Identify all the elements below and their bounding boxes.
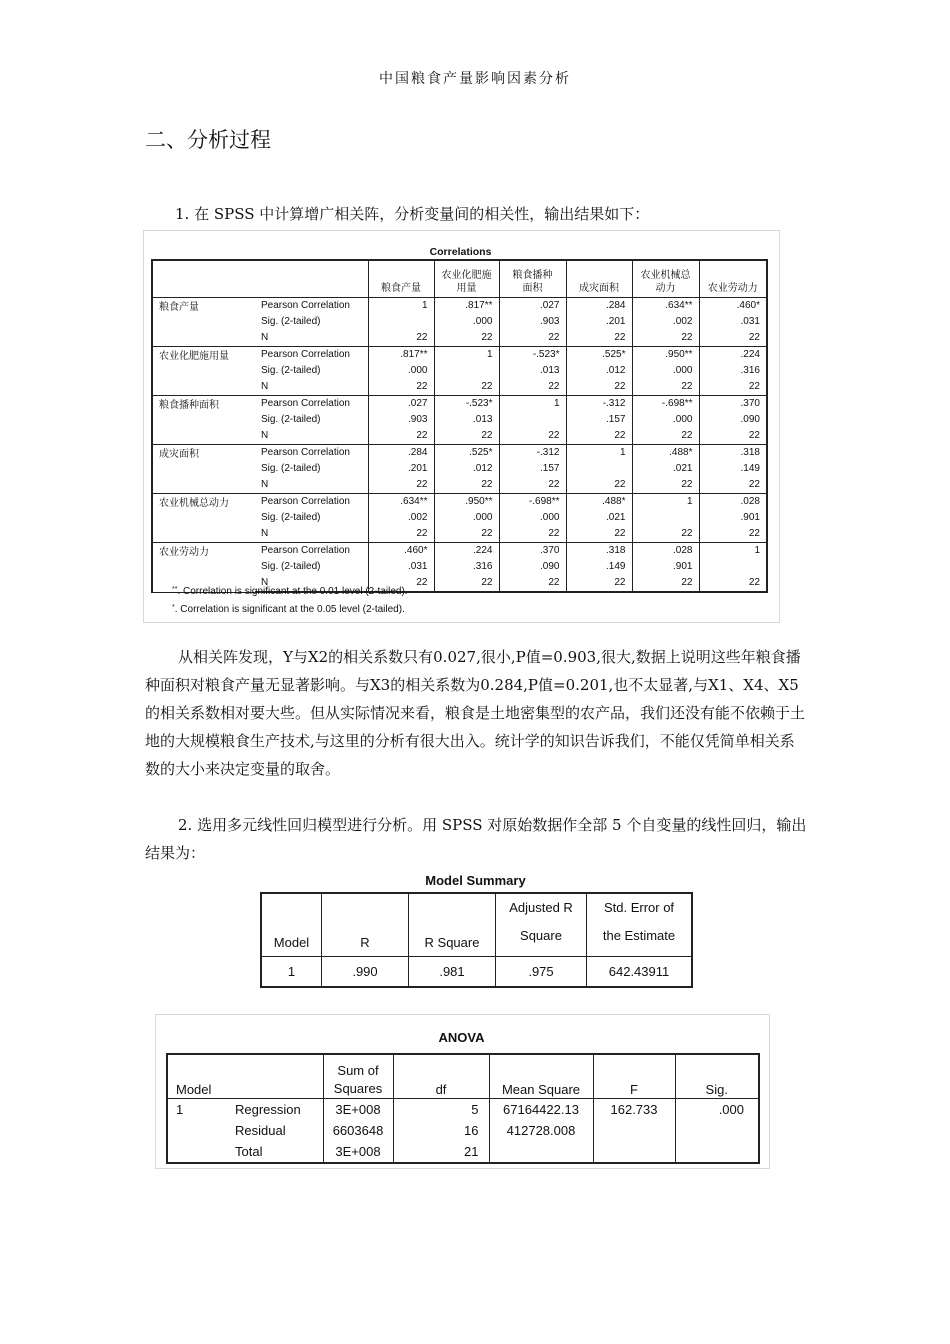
correlation-cell: .817** xyxy=(434,298,499,315)
row-variable-name: 粮食产量 xyxy=(152,298,255,347)
stat-label: Sig. (2-tailed) xyxy=(261,414,321,425)
anova-header-sum-of-squares: Sum of Squares xyxy=(323,1054,393,1098)
correlation-cell: 22 xyxy=(499,379,566,396)
correlation-cell: .000 xyxy=(368,363,434,379)
correlation-cell: .634** xyxy=(632,298,699,315)
anova-body xyxy=(167,1098,759,1163)
correlation-cell: 22 xyxy=(566,526,632,543)
correlation-cell: .950** xyxy=(434,494,499,511)
correlation-cell: 22 xyxy=(368,330,434,347)
correlation-cell: .318 xyxy=(699,445,767,462)
correlation-cell: 22 xyxy=(566,379,632,396)
correlations-header-row xyxy=(152,260,767,298)
correlation-cell: .201 xyxy=(566,314,632,330)
correlation-cell: .634** xyxy=(368,494,434,511)
anova-header-blank xyxy=(225,1054,323,1098)
correlation-cell: 22 xyxy=(632,526,699,543)
anova-cell-ms: 412728.008 xyxy=(489,1120,593,1141)
row-variable-name: 农业化肥施用量 xyxy=(152,347,255,396)
correlation-cell: .027 xyxy=(368,396,434,413)
correlation-cell: .028 xyxy=(699,494,767,511)
correlation-cell: 1 xyxy=(566,445,632,462)
correlation-cell: 22 xyxy=(499,526,566,543)
section-title: 二、分析过程 xyxy=(145,128,271,152)
anova-cell-f xyxy=(593,1120,675,1141)
correlation-cell: .028 xyxy=(632,543,699,560)
stat-label: Pearson Correlation xyxy=(261,398,350,409)
correlation-row xyxy=(152,347,767,364)
correlation-cell: .031 xyxy=(368,559,434,575)
correlation-row xyxy=(152,298,767,315)
anova-cell-ms: 67164422.13 xyxy=(489,1098,593,1120)
stat-label: Sig. (2-tailed) xyxy=(261,365,321,376)
correlation-cell: .316 xyxy=(434,559,499,575)
correlation-cell: 22 xyxy=(632,477,699,494)
correlation-cell: .000 xyxy=(434,314,499,330)
stat-label: N xyxy=(255,428,368,445)
correlation-cell xyxy=(699,559,767,575)
anova-cell-label: Total xyxy=(235,1143,263,1159)
correlation-cell: .284 xyxy=(566,298,632,315)
col-header: 粮食播种面积 xyxy=(499,260,566,298)
correlation-cell: .460* xyxy=(699,298,767,315)
correlation-cell: 22 xyxy=(499,330,566,347)
anova-header-mean-square: Mean Square xyxy=(489,1054,593,1098)
row-variable-name: 成灾面积 xyxy=(152,445,255,494)
row-variable-name: 农业机械总动力 xyxy=(152,494,255,543)
correlations-body xyxy=(152,298,767,593)
correlation-cell: .901 xyxy=(632,559,699,575)
correlation-cell: -.523* xyxy=(434,396,499,413)
anova-row xyxy=(167,1098,759,1120)
correlation-cell: 1 xyxy=(699,543,767,560)
correlation-cell: .157 xyxy=(566,412,632,428)
stat-label: N xyxy=(255,379,368,396)
correlation-cell: 22 xyxy=(632,575,699,592)
correlation-cell: 22 xyxy=(699,477,767,494)
correlation-cell: 22 xyxy=(699,526,767,543)
correlation-cell: .316 xyxy=(699,363,767,379)
correlation-cell: -.312 xyxy=(499,445,566,462)
correlations-table xyxy=(151,259,768,593)
page-header: 中国粮食产量影响因素分析 xyxy=(379,71,571,87)
correlation-cell: 22 xyxy=(499,428,566,445)
ms-header-r-square: R Square xyxy=(409,893,496,957)
correlation-cell: 22 xyxy=(699,379,767,396)
anova-cell-ss: 6603648 xyxy=(323,1120,393,1141)
correlation-cell: 22 xyxy=(499,477,566,494)
stat-label: N xyxy=(255,477,368,494)
correlation-cell: .021 xyxy=(632,461,699,477)
anova-title: ANOVA xyxy=(438,1030,485,1045)
correlation-cell: 22 xyxy=(699,330,767,347)
correlation-cell: .284 xyxy=(368,445,434,462)
correlation-cell: 22 xyxy=(566,575,632,592)
correlation-cell: .488* xyxy=(566,494,632,511)
correlation-cell: .021 xyxy=(566,510,632,526)
anova-cell-ss: 3E+008 xyxy=(323,1141,393,1163)
correlation-cell xyxy=(434,363,499,379)
correlation-cell: .201 xyxy=(368,461,434,477)
correlation-cell: 1 xyxy=(434,347,499,364)
correlation-cell: .901 xyxy=(699,510,767,526)
anova-row xyxy=(167,1120,759,1141)
row-variable-name: 粮食播种面积 xyxy=(152,396,255,445)
correlation-cell: .002 xyxy=(632,314,699,330)
footnote-significance-001: **. Correlation is significant at the 0.01 level (2-tailed). xyxy=(172,586,408,597)
correlation-cell: 22 xyxy=(699,428,767,445)
correlation-cell: 22 xyxy=(499,575,566,592)
stat-label: Pearson Correlation xyxy=(261,447,350,458)
paragraph-intro-correlation: 1. 在 SPSS 中计算增广相关阵，分析变量间的相关性，输出结果如下： xyxy=(175,205,650,223)
correlation-cell: .950** xyxy=(632,347,699,364)
ms-header-std-error: Std. Error of the Estimate xyxy=(587,893,693,957)
anova-row xyxy=(167,1141,759,1163)
ms-header-r: R xyxy=(322,893,409,957)
model-summary-table xyxy=(260,892,693,988)
correlation-cell: 22 xyxy=(566,477,632,494)
correlation-cell: 22 xyxy=(434,477,499,494)
col-header: 农业劳动力 xyxy=(699,260,767,298)
correlation-cell: .460* xyxy=(368,543,434,560)
correlation-cell xyxy=(499,412,566,428)
ms-cell: 1 xyxy=(261,957,322,987)
correlation-cell: 22 xyxy=(434,428,499,445)
correlation-cell: .370 xyxy=(699,396,767,413)
correlation-row xyxy=(152,543,767,560)
correlation-cell: .013 xyxy=(499,363,566,379)
correlation-cell: .031 xyxy=(699,314,767,330)
anova-header-f: F xyxy=(593,1054,675,1098)
correlation-cell: .224 xyxy=(434,543,499,560)
anova-cell-model: 1 xyxy=(176,1101,184,1117)
anova-cell-df: 5 xyxy=(393,1098,489,1120)
ms-cell: 642.43911 xyxy=(587,957,693,987)
stat-label: N xyxy=(255,330,368,347)
correlation-cell: .149 xyxy=(699,461,767,477)
col-header: 成灾面积 xyxy=(566,260,632,298)
correlation-cell: .370 xyxy=(499,543,566,560)
correlation-cell: 22 xyxy=(632,428,699,445)
correlation-row xyxy=(152,396,767,413)
correlation-cell: -.698** xyxy=(632,396,699,413)
correlation-cell: 22 xyxy=(368,526,434,543)
correlation-cell: 22 xyxy=(566,330,632,347)
correlation-cell: .090 xyxy=(699,412,767,428)
stat-label: N xyxy=(255,526,368,543)
correlation-cell: .090 xyxy=(499,559,566,575)
anova-cell-df: 16 xyxy=(393,1120,489,1141)
anova-cell-df: 21 xyxy=(393,1141,489,1163)
anova-cell-ms xyxy=(489,1141,593,1163)
correlation-cell: 22 xyxy=(434,379,499,396)
paragraph-regression-intro: 2. 选用多元线性回归模型进行分析。用 SPSS 对原始数据作全部 5 个自变量的线性回归，输出结果为： xyxy=(145,816,807,862)
correlation-cell: .013 xyxy=(434,412,499,428)
anova-cell-sig xyxy=(675,1120,759,1141)
correlation-cell: 22 xyxy=(699,575,767,592)
correlation-cell: 22 xyxy=(368,477,434,494)
correlation-cell: -.312 xyxy=(566,396,632,413)
ms-cell: .990 xyxy=(322,957,409,987)
col-header: 粮食产量 xyxy=(368,260,434,298)
ms-cell: .975 xyxy=(496,957,587,987)
correlation-cell: .002 xyxy=(368,510,434,526)
correlation-row xyxy=(152,445,767,462)
stat-label: Pearson Correlation xyxy=(261,545,350,556)
anova-cell-label: Residual xyxy=(235,1122,286,1138)
correlation-cell: 22 xyxy=(632,379,699,396)
correlation-cell: 22 xyxy=(434,575,499,592)
correlation-cell: .903 xyxy=(368,412,434,428)
correlation-cell: 22 xyxy=(434,526,499,543)
col-header: 农业机械总动力 xyxy=(632,260,699,298)
correlation-row xyxy=(152,494,767,511)
correlation-cell: .149 xyxy=(566,559,632,575)
correlations-title: Correlations xyxy=(429,246,492,258)
correlation-cell: .000 xyxy=(499,510,566,526)
stat-label: N xyxy=(255,575,368,592)
model-summary-title: Model Summary xyxy=(425,873,526,888)
stat-label: Pearson Correlation xyxy=(261,300,350,311)
anova-header-df: df xyxy=(393,1054,489,1098)
footnote-significance-005: *. Correlation is significant at the 0.05 level (2-tailed). xyxy=(172,604,405,615)
paragraph-correlation-discussion: 从相关阵发现，Y与X2的相关系数只有0.027,很小,P值=0.903,很大,数据上说明这些年粮食播种面积对粮食产量无显著影响。与X3的相关系数为0.284,P值=0.201,也不太显著,与X1、X4、X5的相关系数相对要大些。但从实际情况来看，粮食是土地密集型的农产品，我们还没有能不依赖于土地的大规模粮食生产技术,与这里的分析有很大出入。统计学的知识告诉我们，不能仅凭简单相关系数的大小来决定变量的取舍。 xyxy=(145,648,806,778)
correlation-cell: .157 xyxy=(499,461,566,477)
correlation-cell: .027 xyxy=(499,298,566,315)
correlation-cell: .488* xyxy=(632,445,699,462)
correlation-cell: .000 xyxy=(632,412,699,428)
correlation-cell: .000 xyxy=(632,363,699,379)
anova-cell-model xyxy=(167,1120,225,1141)
ms-header-model: Model xyxy=(261,893,322,957)
correlation-cell: 1 xyxy=(499,396,566,413)
stat-label: Sig. (2-tailed) xyxy=(261,561,321,572)
correlation-cell: -.523* xyxy=(499,347,566,364)
correlation-cell: 22 xyxy=(368,379,434,396)
anova-cell-ss: 3E+008 xyxy=(323,1098,393,1120)
correlation-cell: -.698** xyxy=(499,494,566,511)
anova-cell-f xyxy=(593,1141,675,1163)
correlation-cell: .012 xyxy=(566,363,632,379)
correlation-cell: .318 xyxy=(566,543,632,560)
row-variable-name: 农业劳动力 xyxy=(152,543,255,593)
correlation-cell: 22 xyxy=(368,575,434,592)
correlation-cell: 22 xyxy=(434,330,499,347)
anova-header-model: Model xyxy=(167,1054,225,1098)
correlation-cell: 22 xyxy=(566,428,632,445)
correlation-cell: 22 xyxy=(632,330,699,347)
correlation-cell: .525* xyxy=(434,445,499,462)
correlation-cell: 1 xyxy=(632,494,699,511)
anova-cell-f: 162.733 xyxy=(593,1098,675,1120)
stat-label: Sig. (2-tailed) xyxy=(261,463,321,474)
correlation-cell: .012 xyxy=(434,461,499,477)
correlation-cell xyxy=(632,510,699,526)
anova-cell-model xyxy=(167,1141,225,1163)
anova-cell-label: Regression xyxy=(235,1101,301,1117)
correlation-cell: .224 xyxy=(699,347,767,364)
anova-table xyxy=(166,1053,760,1164)
stat-label: Pearson Correlation xyxy=(261,349,350,360)
ms-header-adjusted-r-square: Adjusted R Square xyxy=(496,893,587,957)
anova-cell-sig xyxy=(675,1141,759,1163)
correlation-cell: 22 xyxy=(368,428,434,445)
anova-header-sig: Sig. xyxy=(675,1054,759,1098)
col-header: 农业化肥施用量 xyxy=(434,260,499,298)
correlation-cell: .000 xyxy=(434,510,499,526)
stat-label: Sig. (2-tailed) xyxy=(261,512,321,523)
correlation-cell: .903 xyxy=(499,314,566,330)
correlation-cell xyxy=(368,314,434,330)
ms-cell: .981 xyxy=(409,957,496,987)
stat-label: Sig. (2-tailed) xyxy=(261,316,321,327)
stat-label: Pearson Correlation xyxy=(261,496,350,507)
correlation-cell xyxy=(566,461,632,477)
correlation-cell: 1 xyxy=(368,298,434,315)
anova-cell-sig: .000 xyxy=(675,1098,759,1120)
correlation-cell: .525* xyxy=(566,347,632,364)
correlation-cell: .817** xyxy=(368,347,434,364)
